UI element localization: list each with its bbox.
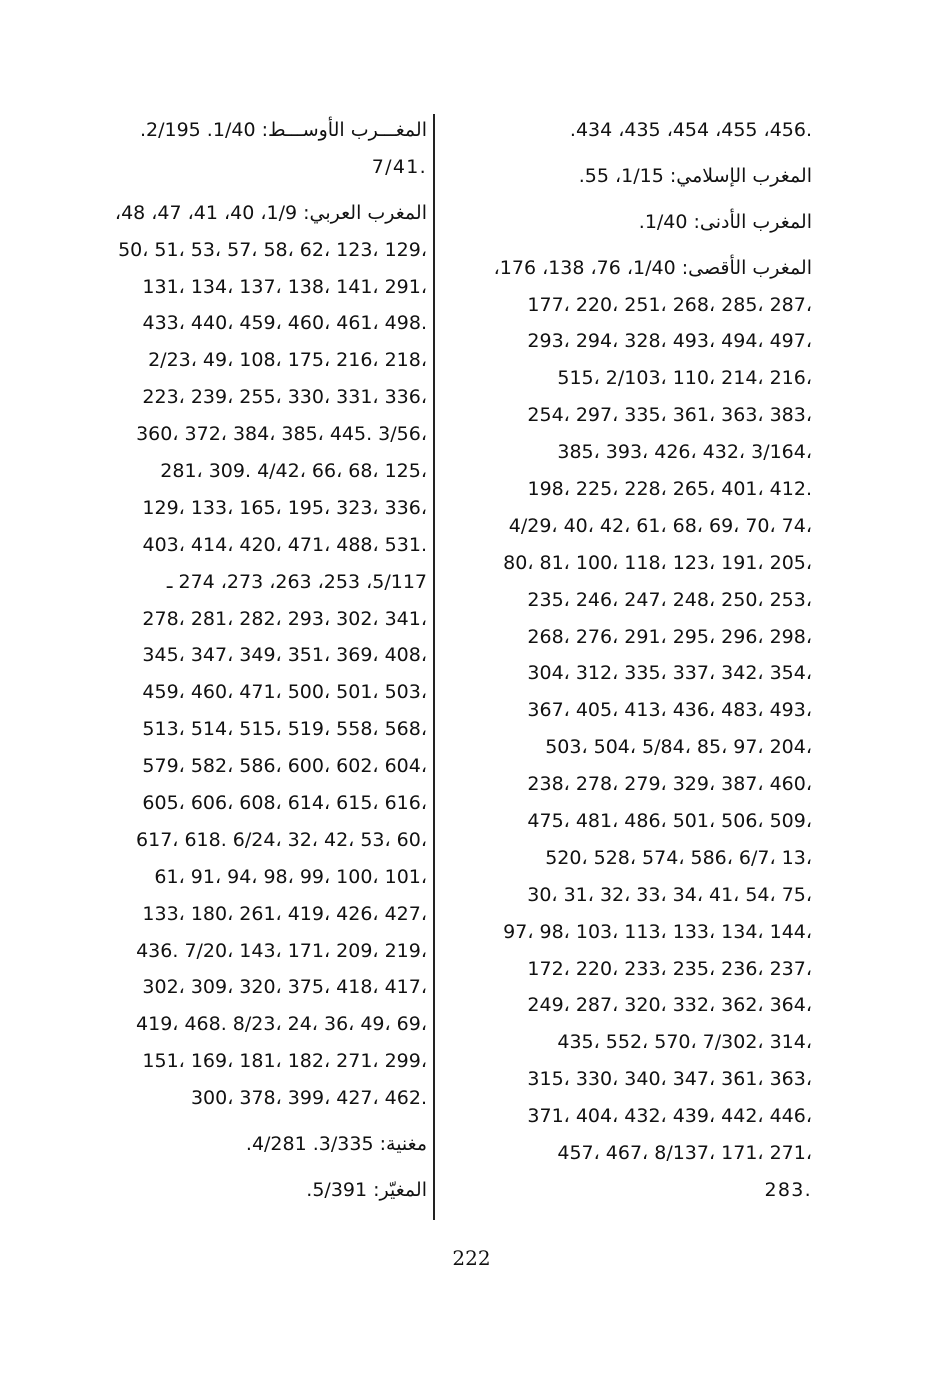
index-line: 30، 31، 32، 33، 34، 41، 54، 75، xyxy=(527,883,812,906)
index-line: 61، 91، 94، 98، 99، 100، 101، xyxy=(154,865,427,888)
index-line: 345، 347، 349، 351، 369، 408، xyxy=(142,644,427,667)
index-line: 457، 467، 8/137، 171، 271، xyxy=(557,1142,812,1165)
index-line: 281، 309. 4/42، 66، 68، 125، xyxy=(160,460,427,483)
index-line: 249، 287، 320، 332، 362، 364، xyxy=(527,994,812,1017)
index-line: 238، 278، 279، 329، 387، 460، xyxy=(527,773,812,796)
index-line: 129، 133، 165، 195، 323، 336، xyxy=(142,496,427,519)
index-line: 367، 405، 413، 436، 483، 493، xyxy=(527,699,812,722)
index-line: 371، 404، 432، 439، 442، 446، xyxy=(527,1105,812,1128)
index-line: 520، 528، 574، 586، 6/7، 13، xyxy=(545,846,812,869)
index-line: 283. xyxy=(764,1178,812,1201)
index-line: 605، 606، 608، 614، 615، 616، xyxy=(142,792,427,815)
index-line: 151، 169، 181، 182، 271، 299، xyxy=(142,1050,427,1073)
index-line: 293، 294، 328، 493، 494، 497، xyxy=(527,330,812,353)
index-line: 177، 220، 251، 268، 285، 287، xyxy=(527,293,812,316)
index-line: 436. 7/20، 143، 171، 209، 219، xyxy=(136,939,427,962)
index-entry-central-maghreb: المغـــرب الأوســـط: 1/40. 2/195. xyxy=(139,119,427,141)
index-entry-arab-maghreb: المغرب العربي: 1/9، 40، 41، 47، 48، xyxy=(114,201,427,224)
index-line: 315، 330، 340، 347، 361، 363، xyxy=(527,1068,812,1091)
index-line: 50، 51، 53، 57، 58، 62، 123، 129، xyxy=(118,238,427,261)
index-line: 515، 2/103، 110، 214، 216، xyxy=(557,367,812,390)
index-line: 223، 239، 255، 330، 331، 336، xyxy=(142,386,427,409)
index-line: 2/23، 49، 108، 175، 216، 218، xyxy=(148,349,427,372)
index-line: 419، 468. 8/23، 24، 36، 49، 69، xyxy=(136,1013,427,1036)
index-entry-islamic-maghreb: المغرب الإسلامي: 1/15، 55. xyxy=(578,164,812,187)
index-line: 304، 312، 335، 337، 342، 354، xyxy=(527,662,812,685)
index-line: 4/29، 40، 42، 61، 68، 69، 70، 74، xyxy=(508,514,812,537)
index-entry-near-maghreb: المغرب الأدنى: 1/40. xyxy=(638,210,812,233)
index-line: 198، 225، 228، 265، 401، 412. xyxy=(527,478,812,501)
index-line: 459، 460، 471، 500، 501، 503، xyxy=(142,681,427,704)
right-index-column xyxy=(442,112,812,1209)
index-line: 433، 440، 459، 460، 461، 498. xyxy=(142,312,427,335)
index-line: 475، 481، 486، 501، 506، 509، xyxy=(527,810,812,833)
index-entry-far-maghreb: المغرب الأقصى: 1/40، 76، 138، 176، xyxy=(493,256,812,279)
index-line: 7/41. xyxy=(371,155,427,178)
index-line: 617، 618. 6/24، 32، 42، 53، 60، xyxy=(136,828,427,851)
page-number: 222 xyxy=(452,1246,491,1270)
index-entry-mughayyir: المغيّر: 5/391. xyxy=(306,1178,427,1201)
index-line: 385، 393، 426، 432، 3/164، xyxy=(557,441,812,464)
index-line: 579، 582، 586، 600، 602، 604، xyxy=(142,755,427,778)
index-line: 235، 246، 247، 248، 250، 253، xyxy=(527,588,812,611)
index-line: 5/117، 253، 263، 273، 274 ـ xyxy=(166,570,427,593)
index-line: 300، 378، 399، 427، 462. xyxy=(190,1087,427,1110)
column-divider xyxy=(433,114,435,1220)
index-line: 503، 504، 5/84، 85، 97، 204، xyxy=(545,736,812,759)
index-line: 278، 281، 282، 293، 302، 341، xyxy=(142,607,427,630)
index-line: 133، 180، 261، 419، 426، 427، xyxy=(142,902,427,925)
index-line: 254، 297، 335، 361، 363، 383، xyxy=(527,404,812,427)
index-line: 80، 81، 100، 118، 123، 191، 205، xyxy=(503,551,812,574)
index-line: 513، 514، 515، 519، 558، 568، xyxy=(142,718,427,741)
index-line: 403، 414، 420، 471، 488، 531. xyxy=(142,533,427,556)
index-line: 435، 552، 570، 7/302، 314، xyxy=(557,1031,812,1054)
index-line: 172، 220، 233، 235، 236، 237، xyxy=(527,957,812,980)
index-entry-maghnia: مغنية: 3/335. 4/281. xyxy=(245,1133,427,1156)
index-line: 97، 98، 103، 113، 133، 134، 144، xyxy=(503,920,812,943)
index-line: 268، 276، 291، 295، 296، 298، xyxy=(527,625,812,648)
index-line: 302، 309، 320، 375، 418، 417، xyxy=(142,976,427,999)
left-index-column xyxy=(62,112,427,1209)
index-line: .434 ،435 ،454 ،455 ،456. xyxy=(569,119,812,141)
index-line: 360، 372، 384، 385، 445. 3/56، xyxy=(136,423,427,446)
index-line: 131، 134، 137، 138، 141، 291، xyxy=(142,275,427,298)
